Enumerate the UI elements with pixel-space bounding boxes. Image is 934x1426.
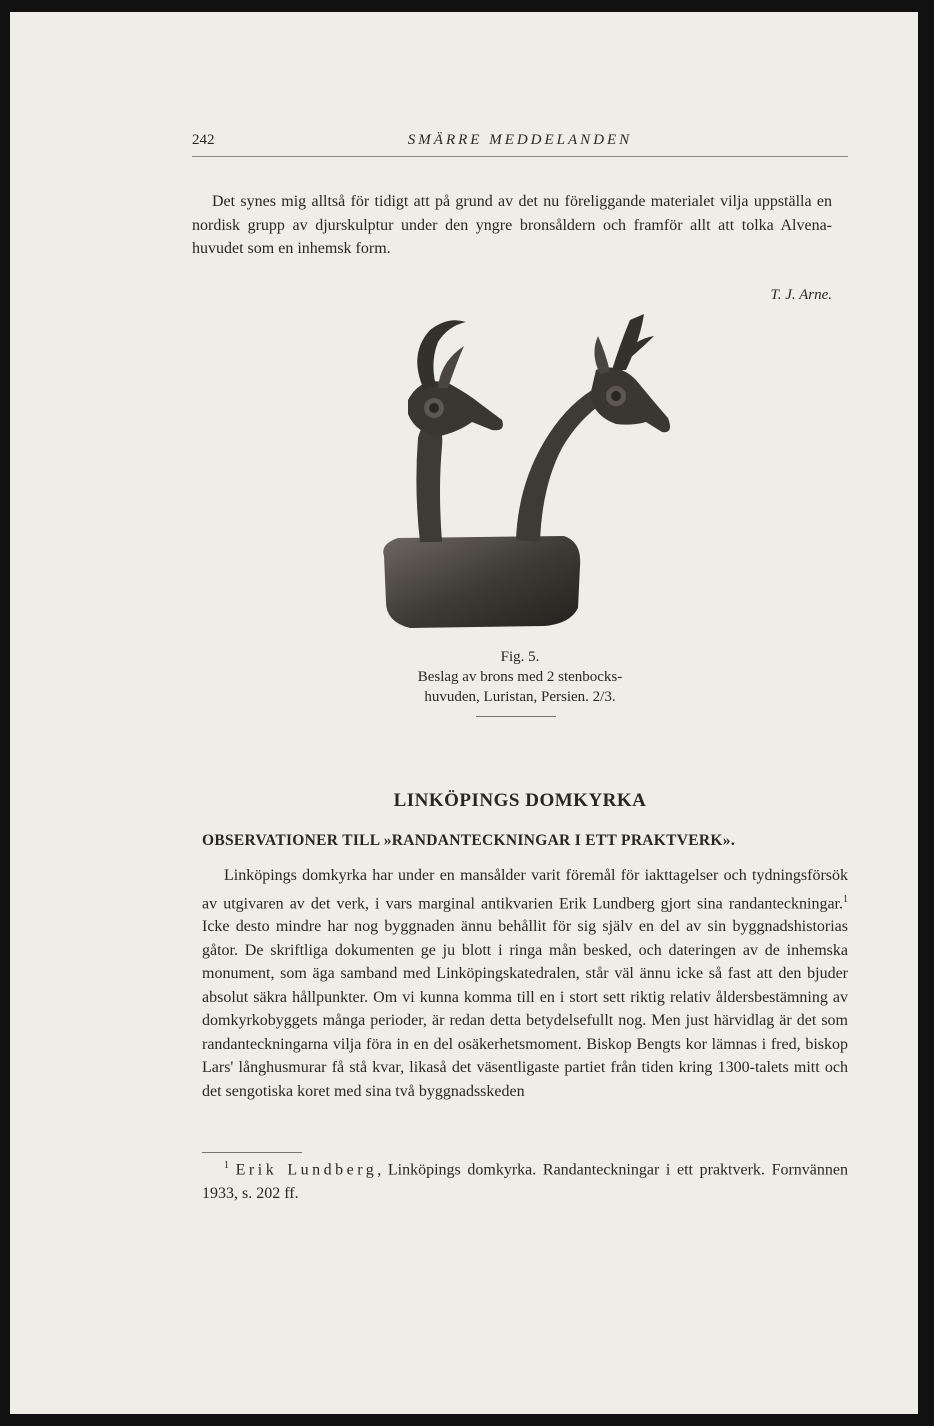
footnote-rule [202, 1152, 302, 1153]
article-subtitle: OBSERVATIONER TILL »RANDANTECKNINGAR I ETT PRAKTVERK». [202, 832, 736, 849]
running-header [192, 132, 848, 157]
figure-label: Fig. 5. [500, 649, 540, 665]
footnote [202, 1154, 848, 1205]
article-text-part1: Linköpings domkyrka har under en mansålder varit föremål för iakttagelser och tydningsförsök av utgivaren av det verk, i vars marginal antikvarien Erik Lundberg gjort sina randanteckningar. [202, 867, 848, 912]
article-title: LINKÖPINGS DOMKYRKA [393, 790, 647, 811]
running-title: SMÄRRE MEDDELANDEN [407, 132, 633, 148]
footnote-reference: 1 [843, 893, 848, 905]
footnote-marker: 1 [224, 1160, 229, 1171]
page-content [192, 132, 848, 1202]
footnote-text: , Linköpings domkyrka. Randanteckningar i ett praktverk. Fornvännen 1933, s. 202 ff. [202, 1161, 848, 1202]
caption-line-2: huvuden, Luristan, Persien. 2/3. [424, 689, 616, 705]
ibex-heads-illustration [368, 310, 688, 650]
footnote-author: Erik Lundberg [235, 1161, 378, 1179]
article-text-part2: Icke desto mindre har nog byggnaden ännu behållit för sig själv en del av sin byggnadshistorias gåtor. De skriftliga dokumenten ge ju blott i ringa mån besked, och dateringen av de inhemska monument, som äga samband med Linköpingskatedralen, står väl ännu icke så fast att den bjuder absolut säkra hållpunkter. Om vi kunna komma till en i stort sett riktig relativ åldersbestämning av domkyrkobyggets många perioder, är redan detta betydelsefullt nog. Men just härvidlag är det som randanteckningarna vilja föra in en del osäkerhetsmoment. Biskop Bengts kor lämnas i fred, biskop Lars' långhusmurar få stå kvar, likaså det väsentligaste partiet från tiden kring 1300-talets mitt och det sengotiska koret med sina två byggnadsskeden [202, 918, 848, 1100]
author-signature: T. J. Arne. [770, 287, 832, 303]
article-paragraph [202, 864, 848, 1103]
page-number: 242 [192, 132, 215, 148]
closing-paragraph: Det synes mig alltså för tidigt att på grund av det nu föreliggande materialet vilja uppställa en nordisk grupp av djurskulptur under den yngre bronsåldern och framför allt att tolka Alvena-huvudet som en inhemsk form. [192, 193, 832, 257]
scanned-page [10, 12, 918, 1414]
bronze-ibex-fitting-photo [368, 310, 688, 650]
caption-line-1: Beslag av brons med 2 stenbocks- [417, 669, 623, 685]
section-divider [476, 716, 556, 717]
figure-caption [192, 647, 848, 707]
